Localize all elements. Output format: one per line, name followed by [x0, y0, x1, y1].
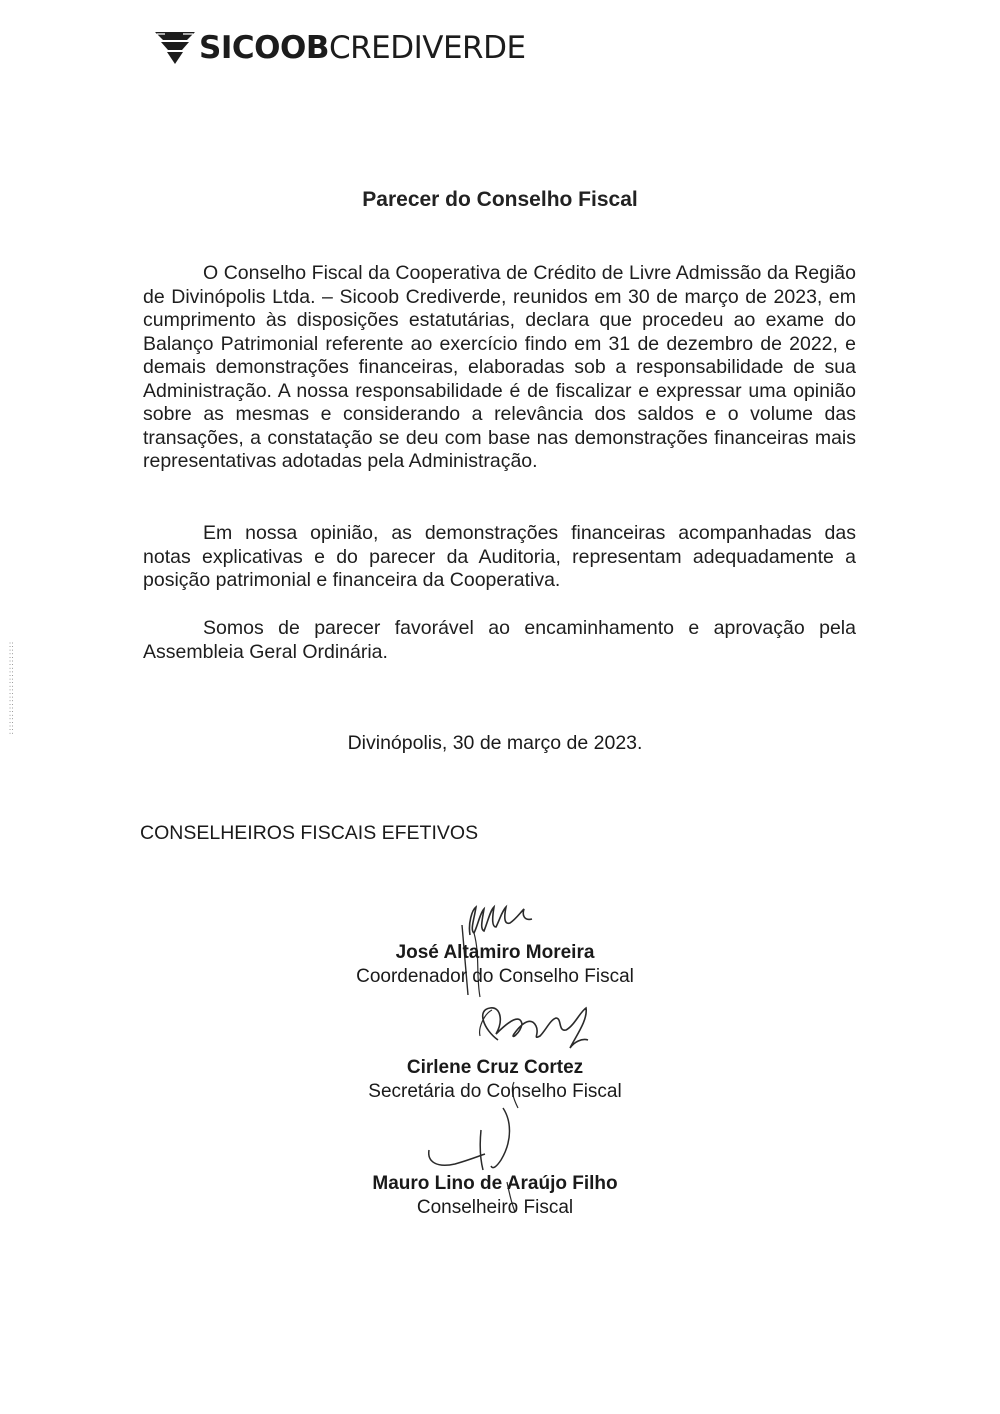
logo-wordmark — [199, 28, 526, 68]
signatory-role: Secretária do Conselho Fiscal — [368, 1081, 622, 1102]
signatories-heading: CONSELHEIROS FISCAIS EFETIVOS — [140, 822, 479, 844]
paragraph-2: Em nossa opinião, as demonstrações financeiras acompanhadas das notas explicativas e do parecer da Auditoria, representam adequadamente a posição patrimonial e financeira da Cooperativa. — [143, 522, 856, 591]
signatory-1 — [300, 941, 690, 989]
signatory-3 — [300, 1172, 690, 1220]
page-title: Parecer do Conselho Fiscal — [362, 188, 638, 211]
sicoob-shield-icon — [153, 28, 197, 68]
dateline-text: Divinópolis, 30 de março de 2023. — [347, 732, 643, 754]
logo-text-bold: SICOOB — [199, 30, 329, 66]
signatory-role: Coordenador do Conselho Fiscal — [356, 966, 634, 987]
signatory-role: Conselheiro Fiscal — [416, 1197, 574, 1218]
paragraph-3: Somos de parecer favorável ao encaminhamento e aprovação pela Assembleia Geral Ordinária. — [143, 617, 856, 663]
logo-text-rest: CREDIVERDE — [328, 30, 526, 66]
dateline — [0, 732, 1000, 755]
signatory-name: Mauro Lino de Araújo Filho — [372, 1173, 618, 1194]
sicoob-logo — [153, 28, 526, 68]
signatory-2 — [300, 1056, 690, 1104]
signatory-name: José Altamiro Moreira — [395, 942, 595, 963]
signatory-name: Cirlene Cruz Cortez — [406, 1057, 584, 1078]
paragraph-1: O Conselho Fiscal da Cooperativa de Crédito de Livre Admissão da Região de Divinópolis Ltda. – Sicoob Crediverde, reunidos em 30 de março de 2023, em cumprimento às disposições estatutárias, declara que procedeu ao exame do Balanço Patrimonial referente ao exercício findo em 31 de dezembro de 2022, e demais demonstrações financeiras, elaboradas sob a responsabilidade de sua Administração. A nossa responsabilidade é de fiscalizar e expressar uma opinião sobre as mesmas e considerando a relevância dos saldos e o volume das transações, a constatação se deu com base nas demonstrações financeiras mais representativas adotadas pela Administração. — [143, 262, 856, 472]
margin-scan-mark: :::::::::::::::::::::::::: — [8, 641, 15, 735]
